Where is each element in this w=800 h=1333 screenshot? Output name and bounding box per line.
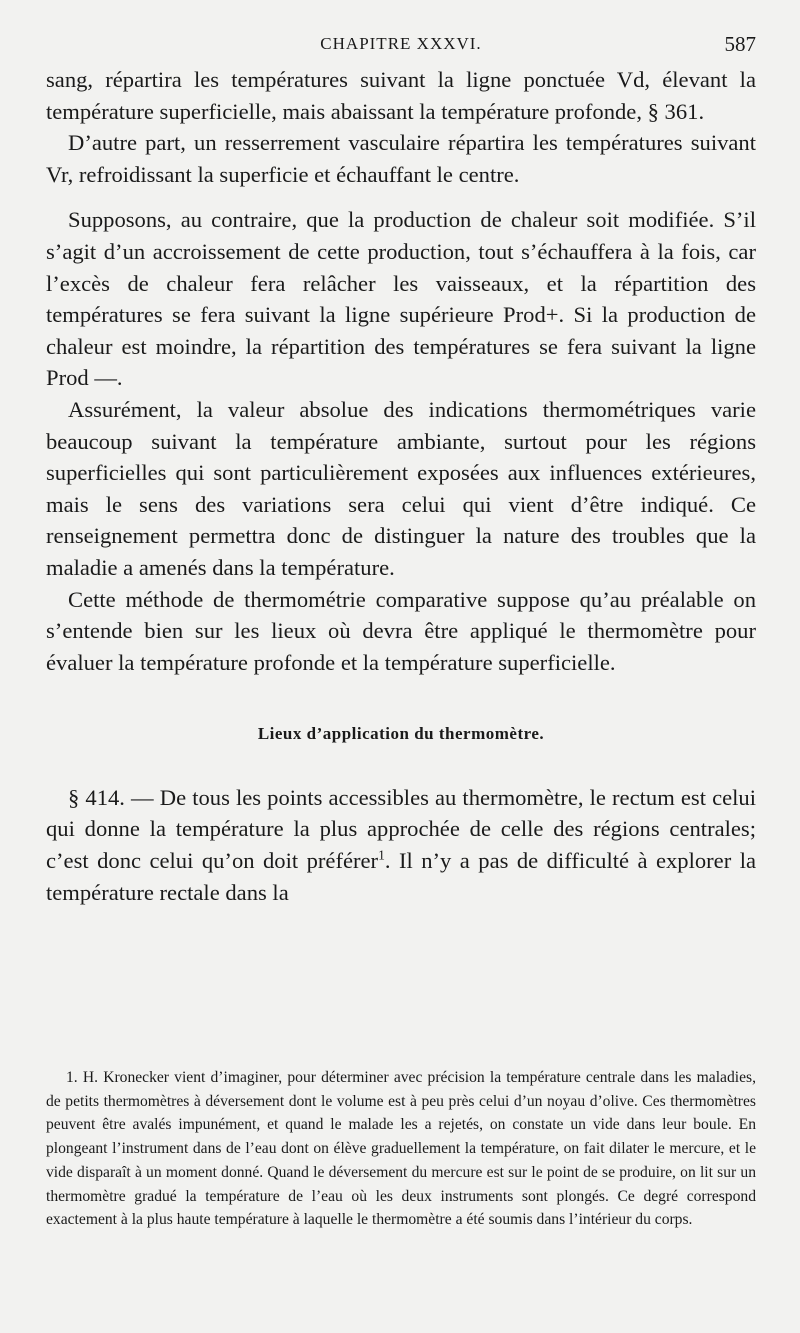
footnotes [46,1066,756,1232]
paragraph: Supposons, au contraire, que la production de chaleur soit modifiée. S’il s’agit d’un accroissement de cette production, tout s’échauffera à la fois, car l’excès de chaleur fera relâcher les vaisseaux, et la répartition des températures se fera suivant la ligne supérieure Prod+. Si la production de chaleur est moindre, la répartition des températures se fera suivant la ligne Prod —. [46,207,756,391]
footnote: 1. H. Kronecker vient d’imaginer, pour déterminer avec précision la température centrale dans les maladies, de petits thermomètres à déversement dont le volume est à peu près celui d’un noyau d’olive. Ces thermomètres peuvent être avalés impunément, et quand le malade les a rejetés, on constate un vide dans leur boule. En plongeant l’instrument dans de l’eau dont on élève graduellement la température, on fait dilater le mercure, et le vide disparaît à un moment donné. Quand le déversement du mercure est sur le point de se produire, on lit sur un thermomètre gradué la température de l’eau où les deux instruments sont plongés. Ce degré correspond exactement à la plus haute température à laquelle le thermomètre a été soumis dans l’intérieur du corps. [46,1069,756,1229]
chapter-title: CHAPITRE XXXVI. [320,34,482,53]
section-paragraph-text: § 414. — De tous les points accessibles au thermomètre, le rectum est celui qui donne la température la plus approchée de celle des régions centrales; c’est donc celui qu’on doit préférer [46,784,756,874]
section-paragraph-end: . Il n’y a pas de difficulté à explorer la température rectale dans la [46,848,756,905]
paragraph: Assurément, la valeur absolue des indications thermométriques varie beaucoup suivant la température ambiante, surtout pour les régions superficielles qui sont particulièrement exposées aux influences extérieures, mais le sens des variations sera celui qui vient d’être indiqué. Ce renseignement permettra donc de distinguer la nature des troubles que la maladie a amenés dans la température. [46,396,756,580]
main-text [46,64,756,908]
paragraph: Cette méthode de thermométrie comparative suppose qu’au préalable on s’entende bien sur les lieux où devra être appliqué le thermomètre pour évaluer la température profonde et la température superficielle. [46,586,756,675]
running-header [46,32,756,60]
section-paragraph [46,782,756,908]
paragraph: sang, répartira les températures suivant la ligne ponctuée Vd, élevant la température superficielle, mais abaissant la température profonde, § 361. [46,67,756,124]
page-number: 587 [724,32,756,56]
paragraph: D’autre part, un resserrement vasculaire répartira les températures suivant Vr, refroidissant la superficie et échauffant le centre. [46,130,756,187]
section-heading: Lieux d’application du thermomètre. [257,724,545,744]
footnote-ref: 1 [378,847,385,863]
